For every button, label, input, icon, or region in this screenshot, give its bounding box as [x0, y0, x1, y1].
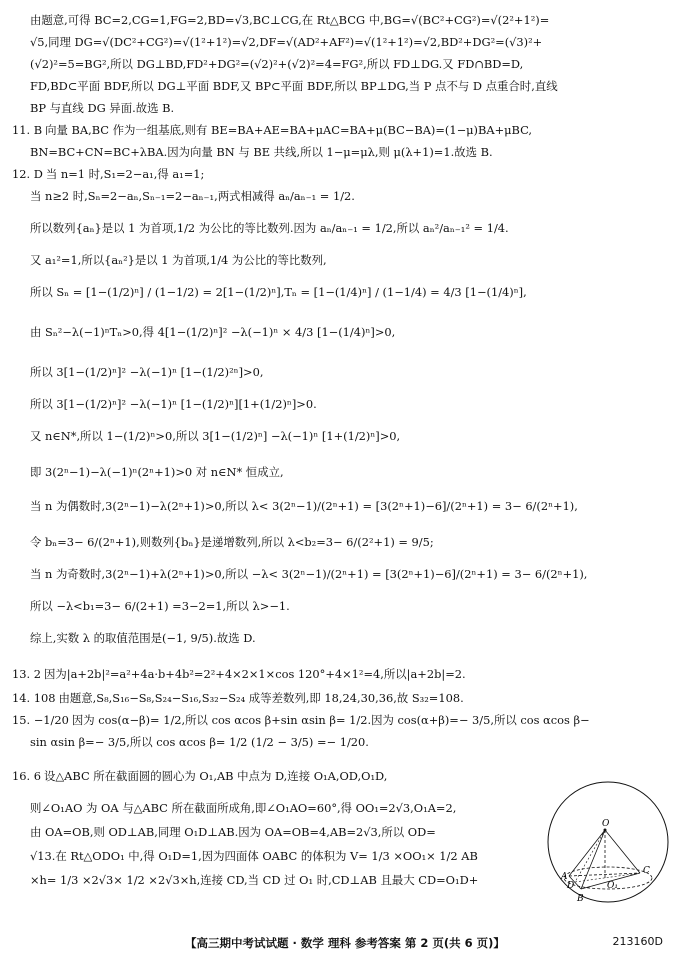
- text-line: [30, 872, 478, 888]
- text-line: [30, 78, 558, 94]
- line-text: 又 n∈N*,所以 1−(1/2)ⁿ>0,所以 3[1−(1/2)ⁿ] −λ(−1)ⁿ [1+(1/2)ⁿ]>0,: [30, 429, 401, 443]
- line-text: 当 n=1 时,S₁=2−a₁,得 a₁=1;: [45, 167, 205, 181]
- text-line: [30, 498, 578, 514]
- text-line: [30, 284, 527, 300]
- text-line: [30, 364, 263, 380]
- line-text: 设△ABC 所在截面圆的圆心为 O₁,AB 中点为 D,连接 O₁A,OD,O₁D,: [43, 769, 388, 783]
- answer-item: [12, 122, 532, 138]
- edge-OB: [581, 830, 605, 889]
- label-O1: O₁: [607, 881, 618, 891]
- line-text: 又 a₁²=1,所以{aₙ²}是以 1 为首项,1/4 为公比的等比数列,: [30, 253, 327, 267]
- segment-OD: [575, 830, 605, 882]
- text-line: [30, 598, 290, 614]
- line-text: (√2)²=5=BG²,所以 DG⊥BD,FD²+DG²=(√2)²+(√2)²=4=FG²,所以 FD⊥DG.又 FD∩BD=D,: [30, 57, 524, 71]
- line-text: 因为|a+2b|²=a²+4a·b+4b²=2²+4×2×1×cos 120°+4×1²=4,所以|a+2b|=2.: [43, 667, 466, 681]
- line-text: 所以 3[1−(1/2)ⁿ]² −λ(−1)ⁿ [1−(1/2)²ⁿ]>0,: [30, 365, 264, 379]
- line-text: FD,BD⊂平面 BDF,所以 DG⊥平面 BDF,又 BP⊂平面 BDF,所以 BP⊥DG,当 P 点不与 D 点重合时,直线: [30, 79, 558, 93]
- text-line: [30, 144, 493, 160]
- line-text: 由 Sₙ²−λ(−1)ⁿTₙ>0,得 4[1−(1/2)ⁿ]² −λ(−1)ⁿ × 4/3 [1−(1/4)ⁿ]>0,: [30, 325, 396, 339]
- text-line: [30, 630, 256, 646]
- text-line: [30, 566, 587, 582]
- line-text: 当 n≥2 时,Sₙ=2−aₙ,Sₙ₋₁=2−aₙ₋₁,两式相减得 aₙ/aₙ₋₁ = 1/2.: [30, 189, 355, 203]
- answer-item: [12, 712, 590, 728]
- item-number: 12. D: [12, 167, 43, 181]
- line-text: BN=BC+CN=BC+λBA.因为向量 BN 与 BE 共线,所以 1−μ=μλ,则 μ(λ+1)=1.故选 B.: [30, 145, 493, 159]
- text-line: [30, 428, 400, 444]
- label-D: D: [567, 881, 575, 891]
- line-text: 因为 cos(α−β)= 1/2,所以 cos αcos β+sin αsin β= 1/2.因为 cos(α+β)=− 3/5,所以 cos αcos β−: [71, 713, 590, 727]
- line-text: sin αsin β=− 3/5,所以 cos αcos β= 1/2 (1/2 − 3/5) =− 1/20.: [30, 735, 369, 749]
- line-text: √13.在 Rt△ODO₁ 中,得 O₁D=1,因为四面体 OABC 的体积为 V= 1/3 ×OO₁× 1/2 AB: [30, 849, 478, 863]
- text-line: [30, 56, 523, 72]
- paper-code: 213160D: [612, 935, 663, 948]
- text-line: [30, 800, 456, 816]
- line-text: 当 n 为奇数时,3(2ⁿ−1)+λ(2ⁿ+1)>0,所以 −λ< 3(2ⁿ−1)/(2ⁿ+1) = [3(2ⁿ+1)−6]/(2ⁿ+1) = 3− 6/(2ⁿ+1),: [30, 567, 588, 581]
- item-number: 13. 2: [12, 667, 41, 681]
- answer-item: [12, 666, 466, 682]
- label-A: A: [561, 872, 568, 882]
- text-line: [30, 734, 369, 750]
- line-text: √5,同理 DG=√(DC²+CG²)=√(1²+1²)=√2,DF=√(AD²+AF²)=√(1²+1²)=√2,BD²+DG²=(√3)²+: [30, 35, 543, 49]
- answer-item: [12, 690, 464, 706]
- text-line: [30, 252, 327, 268]
- answer-item: [12, 166, 204, 182]
- label-O: O: [602, 819, 610, 829]
- line-text: 由题意,S₈,S₁₆−S₈,S₂₄−S₁₆,S₃₂−S₂₄ 成等差数列,即 18,24,30,36,故 S₃₂=108.: [58, 691, 464, 705]
- line-text: 由 OA=OB,则 OD⊥AB,同理 O₁D⊥AB.因为 OA=OB=4,AB=2√3,所以 OD=: [30, 825, 436, 839]
- line-text: BP 与直线 DG 异面.故选 B.: [30, 101, 175, 115]
- item-number: 15. −1/20: [12, 713, 69, 727]
- text-line: [30, 534, 434, 550]
- line-text: 由题意,可得 BC=2,CG=1,FG=2,BD=√3,BC⊥CG,在 Rt△BCG 中,BG=√(BC²+CG²)=√(2²+1²)=: [30, 13, 550, 27]
- line-text: 所以数列{aₙ}是以 1 为首项,1/2 为公比的等比数列.因为 aₙ/aₙ₋₁ = 1/2,所以 aₙ²/aₙ₋₁² = 1/4.: [30, 221, 509, 235]
- line-text: 所以 −λ<b₁=3− 6/(2+1) =3−2=1,所以 λ>−1.: [30, 599, 290, 613]
- line-text: 向量 BA,BC 作为一组基底,则有 BE=BA+AE=BA+μAC=BA+μ(BC−BA)=(1−μ)BA+μBC,: [45, 123, 533, 137]
- line-text: 所以 Sₙ = [1−(1/2)ⁿ] / (1−1/2) = 2[1−(1/2)ⁿ],Tₙ = [1−(1/4)ⁿ] / (1−1/4) = 4/3 [1−(1/4)ⁿ],: [30, 285, 527, 299]
- item-number: 14. 108: [12, 691, 56, 705]
- text-line: [30, 12, 549, 28]
- text-line: [30, 464, 284, 480]
- text-line: [30, 824, 436, 840]
- label-C: C: [643, 866, 650, 876]
- sphere-figure: [543, 780, 673, 908]
- answer-item: [12, 768, 387, 784]
- text-line: [30, 34, 542, 50]
- line-text: 则∠O₁AO 为 OA 与△ABC 所在截面所成角,即∠O₁AO=60°,得 OO₁=2√3,O₁A=2,: [30, 801, 457, 815]
- line-text: 令 bₙ=3− 6/(2ⁿ+1),则数列{bₙ}是递增数列,所以 λ<b₂=3− 6/(2²+1) = 9/5;: [30, 535, 434, 549]
- text-line: [30, 100, 174, 116]
- item-number: 16. 6: [12, 769, 41, 783]
- page-footer: 【高三期中考试试题 · 数学 理科 参考答案 第 2 页(共 6 页)】: [185, 936, 505, 950]
- text-line: [30, 220, 509, 236]
- line-text: 综上,实数 λ 的取值范围是(−1, 9/5).故选 D.: [30, 631, 256, 645]
- text-line: [30, 324, 395, 340]
- line-text: 当 n 为偶数时,3(2ⁿ−1)−λ(2ⁿ+1)>0,所以 λ< 3(2ⁿ−1)/(2ⁿ+1) = [3(2ⁿ+1)−6]/(2ⁿ+1) = 3− 6/(2ⁿ+1),: [30, 499, 578, 513]
- edge-OA: [569, 830, 605, 876]
- text-line: [30, 848, 478, 864]
- line-text: 即 3(2ⁿ−1)−λ(−1)ⁿ(2ⁿ+1)>0 对 n∈N* 恒成立,: [30, 465, 284, 479]
- label-B: B: [577, 894, 584, 904]
- sphere-diagram: [543, 780, 673, 908]
- text-line: [30, 396, 317, 412]
- line-text: ×h= 1/3 ×2√3× 1/2 ×2√3×h,连接 CD,当 CD 过 O₁ 时,CD⊥AB 且最大 CD=O₁D+: [30, 873, 479, 887]
- item-number: 11. B: [12, 123, 43, 137]
- line-text: 所以 3[1−(1/2)ⁿ]² −λ(−1)ⁿ [1−(1/2)ⁿ][1+(1/2)ⁿ]>0.: [30, 397, 317, 411]
- edge-OC: [605, 830, 640, 873]
- text-line: [30, 188, 355, 204]
